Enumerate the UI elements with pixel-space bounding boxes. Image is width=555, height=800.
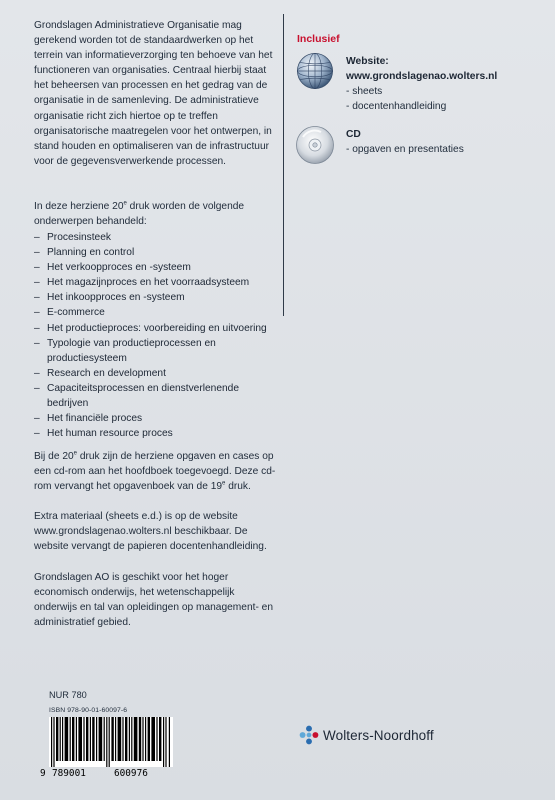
list-item: – Procesinsteek: [34, 232, 111, 243]
publisher-logo-icon: [298, 724, 320, 746]
cd-item-opgaven: - opgaven en presentaties: [346, 144, 464, 155]
list-item: – Capaciteitsprocessen en dienstverlenende bedrijven: [34, 382, 239, 410]
edition-text-a: In deze herziene 20: [34, 201, 124, 212]
inclusief-heading: Inclusief: [297, 33, 340, 45]
topic-list: [34, 230, 280, 441]
extra-material-paragraph: Extra materiaal (sheets e.d.) is op de website www.grondslagenao.wolters.nl beschikbaar. De website vervangt de papieren docentenhandleiding.: [34, 511, 267, 553]
website-title: Website:: [346, 56, 389, 67]
list-item: – Het productieproces: voorbereiding en uitvoering: [34, 322, 267, 334]
list-item: – Het human resource proces: [34, 428, 173, 440]
list-item: – Het inkoopproces en -systeem: [34, 292, 185, 304]
list-item: – Planning en control: [34, 247, 135, 259]
website-item-docentenhandleiding: - docentenhandleiding: [346, 101, 447, 112]
website-url[interactable]: www.grondslagenao.wolters.nl: [346, 71, 498, 82]
cd-title: CD: [346, 129, 361, 140]
isbn: ISBN 978-90-01-60097-6: [49, 707, 128, 714]
list-item: – Research en development: [34, 367, 166, 379]
barcode: [49, 717, 173, 767]
list-item: – Het magazijnproces en het voorraadsysteem: [34, 277, 250, 289]
globe-icon: [296, 52, 334, 90]
edition-sup: e: [123, 200, 127, 207]
cd-icon: [295, 125, 335, 165]
barcode-digits: 9 789001 600976: [40, 768, 148, 779]
nur-code: NUR 780: [49, 690, 87, 700]
intro-paragraph: Grondslagen Administratieve Organisatie mag gerekend worden tot de standaardwerken op het terrein van informatieverzorging ten behoeve van het functioneren van organisaties. Centraal hierbij staat het beheersen van processen en het gedrag van de organisatie in de samenleving. De administratieve organisatie richt zich hiertoe op te treffen organisatorische maatregelen voor het ontwerpen, in stand houden en optimaliseren van de infrastructuur voor de gegevensverwerkende processen.: [34, 20, 273, 167]
edition-paragraph: [34, 199, 280, 229]
cdrom-paragraph: Bij de 20e druk zijn de herziene opgaven en cases op een cd-rom aan het hoofdboek toegevoegd. Deze cd-rom vervangt het opgavenboek van de 19e druk.: [34, 450, 276, 493]
list-item: – Het verkoopproces en -systeem: [34, 262, 191, 274]
edition-text-b: druk worden de volgende onderwerpen behandeld:: [34, 201, 245, 228]
audience-paragraph: Grondslagen AO is geschikt voor het hoger economisch onderwijs, het wetenschappelijk onderwijs en tal van opleidingen op management- en administratief gebied.: [34, 572, 273, 629]
list-item: – E-commerce: [34, 307, 105, 319]
list-item: – Het financiële proces: [34, 413, 143, 425]
publisher-name: Wolters-Noordhoff: [323, 728, 434, 743]
list-item: – Typologie van productieprocessen en productiesysteem: [34, 337, 216, 364]
column-divider: [283, 14, 284, 316]
website-item-sheets: - sheets: [346, 86, 383, 97]
